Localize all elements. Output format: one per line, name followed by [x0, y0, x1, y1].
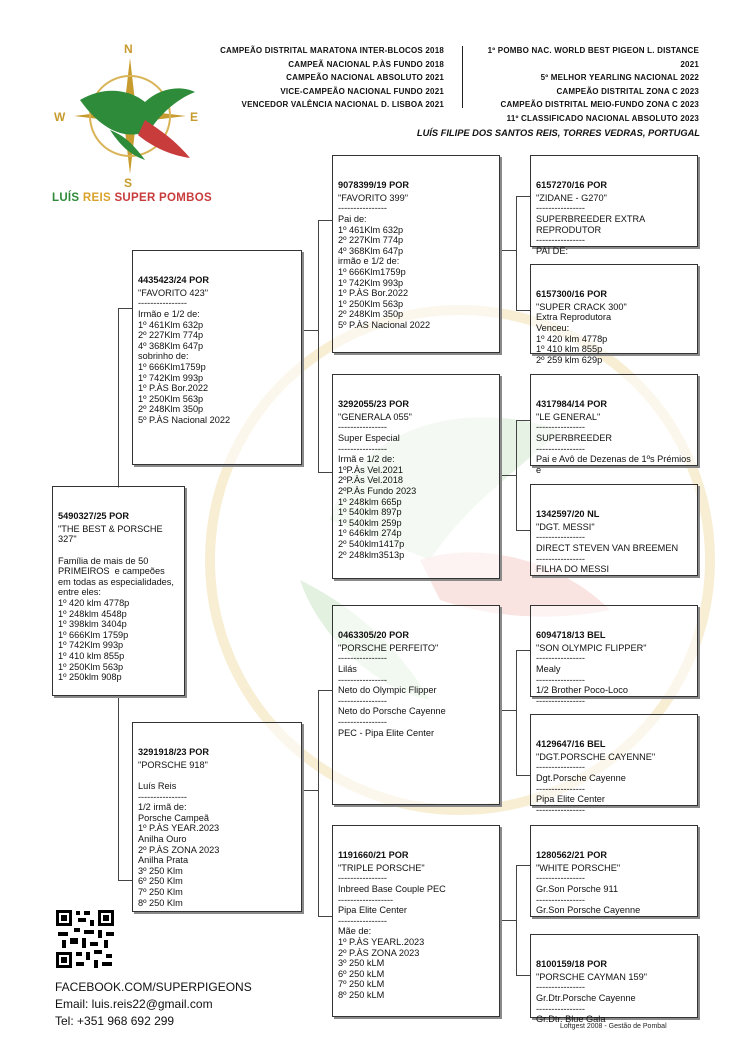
- pigeon-notes: ---------------- Super Especial ---------------- Irmã e 1/2 de: 1ºP.Às Vel.2021 2ºP.Às Vel.2018 2ºP.Às Fundo 2023 1º 248klm 665p 1º 540klm 897p 1º 540klm 259p 1º 646klm 274p 2º 540klm1417p 2º 248klm3513p: [338, 422, 417, 560]
- pedigree-box-sire-sire: [332, 155, 500, 353]
- connector: [516, 420, 530, 421]
- pigeon-name: "TRIPLE PORSCHE": [338, 862, 425, 873]
- pigeon-notes: Família de mais de 50 PRIMEIROS e campeões em todas as especialidades, entre eles: 1º 420 klm 4778p 1º 248klm 4548p 1º 398klm 3404p 1º 666Klm 1759p 1º 742Klm 993p 1º 410 klm 855p 1º 250Klm 563p 1º 250klm 908p: [58, 555, 174, 683]
- ring-number: 1191660/21 POR: [338, 850, 409, 861]
- compass-s: S: [124, 176, 133, 190]
- ring-number: 9078399/19 POR: [338, 180, 410, 191]
- brand-name: LUÍS REIS SUPER POMBOS: [52, 192, 212, 204]
- connector: [500, 250, 516, 251]
- connector: [500, 475, 516, 476]
- pedigree-box-sire: [132, 250, 302, 465]
- ring-number: 6157270/16 POR: [536, 180, 608, 191]
- connector: [516, 196, 517, 310]
- connector: [500, 710, 516, 711]
- qr-code-icon: [54, 908, 116, 970]
- pedigree-box-ssd: [530, 264, 698, 365]
- pigeon-notes: ---------------- Mealy ---------------- 1/2 Brother Poco-Loco ----------------: [536, 653, 628, 706]
- pigeon-name: "ZIDANE - G270": [536, 192, 607, 203]
- software-credit: Loftgest 2008 - Gestão de Pombal: [560, 1023, 667, 1030]
- titles-right: [470, 44, 699, 125]
- title-line: 1º POMBO NAC. WORLD BEST PIGEON L. DISTANCE 2021: [487, 46, 699, 69]
- email-link[interactable]: Email: luis.reis22@gmail.com: [55, 997, 213, 1011]
- ring-number: 8100159/18 POR: [536, 959, 608, 970]
- pigeon-notes: ---------------- DIRECT STEVEN VAN BREEMEN ---------------- FILHA DO MESSI: [536, 532, 679, 575]
- pedigree-box-dam: [132, 722, 302, 912]
- connector: [318, 690, 319, 916]
- ring-number: 6157300/16 POR: [536, 289, 608, 300]
- pedigree-box-dam-dam: [332, 825, 500, 1017]
- connector: [118, 308, 132, 309]
- pedigree-box-sdd: [530, 484, 698, 576]
- connector: [118, 880, 132, 881]
- connector: [318, 472, 332, 473]
- pigeon-name: "PORSCHE PERFEITO": [338, 642, 439, 653]
- pigeon-notes: ---------------- Gr.Son Porsche 911 ---------------- Gr.Son Porsche Cayenne: [536, 873, 641, 916]
- pigeon-name: "PORSCHE 918": [138, 759, 208, 770]
- ring-number: 3292055/23 POR: [338, 399, 410, 410]
- pigeon-name: "PORSCHE CAYMAN 159": [536, 971, 648, 982]
- pedigree-box-sss: [530, 155, 698, 256]
- ring-number: 1342597/20 NL: [536, 509, 600, 520]
- header-divider: [462, 46, 463, 108]
- connector: [302, 330, 318, 331]
- connector: [516, 650, 517, 775]
- ring-number: 0463305/20 POR: [338, 630, 410, 641]
- phone-number: Tel: +351 968 692 299: [55, 1014, 175, 1028]
- connector: [516, 196, 530, 197]
- connector: [118, 695, 119, 880]
- ring-number: 4317984/14 POR: [536, 399, 608, 410]
- connector: [318, 220, 332, 221]
- compass-w: W: [54, 110, 66, 124]
- ring-number: 6094718/13 BEL: [536, 630, 606, 641]
- ring-number: 1280562/21 POR: [536, 850, 608, 861]
- ring-number: 3291918/23 POR: [138, 747, 210, 758]
- title-line: VENCEDOR VALÊNCIA NACIONAL D. LISBOA 2021: [241, 100, 444, 109]
- pedigree-box-subject: [52, 486, 185, 696]
- pedigree-box-dds: [530, 825, 698, 917]
- pigeon-name: "FAVORITO 423": [138, 287, 209, 298]
- compass-e: E: [190, 110, 199, 124]
- ring-number: 5490327/25 POR: [58, 511, 130, 522]
- compass-n: N: [124, 42, 133, 56]
- pigeon-notes: ---------------- Inbreed Base Couple PEC ------------------ Pipa Elite Center ---------------- Mãe de: 1º P.ÀS YEARL.2023 2º P.ÀS ZONA 2023 3º 250 kLM 6º 250 kLM 7º 250 kLM 8º 250 kLM: [338, 873, 446, 1000]
- title-line: CAMPEÃO DISTRITAL MEIO-FUNDO ZONA C 2023: [500, 100, 699, 109]
- connector: [302, 790, 318, 791]
- pigeon-name: "SON OLYMPIC FLIPPER": [536, 642, 647, 653]
- connector: [318, 220, 319, 472]
- pedigree-box-sds: [530, 374, 698, 475]
- connector: [516, 975, 530, 976]
- pigeon-notes: ---------------- Pai de: 1º 461Klm 632p 2º 227Klm 774p 4º 368Klm 647p irmão e 1/2 de: 1º 666Klm1759p 1º 742Klm 993p 1º P.ÀS Bor.2022 1º 250Klm 563p 2º 248Klm 350p 5º P.ÀS Nacional 2022: [338, 203, 431, 330]
- pigeon-name: "THE BEST & PORSCHE 327": [58, 523, 166, 545]
- connector: [516, 650, 530, 651]
- connector: [318, 916, 332, 917]
- title-line: 11º CLASSIFICADO NACIONAL ABSOLUTO 2023: [506, 113, 699, 123]
- pigeon-notes: ---------------- Irmão e 1/2 de: 1º 461Klm 632p 2º 227Klm 774p 4º 368Klm 647p sobrinho de: 1º 666Klm1759p 1º 742Klm 993p 1º P.ÀS Bor.2022 1º 250Klm 563p 2º 248Klm 350p 5º P.ÀS Nacional 2022: [138, 298, 231, 425]
- pigeon-notes: ---------------- Gr.Dtr.Porsche Cayenne ---------------- Gr.Dtr. Blue Gala: [536, 982, 636, 1025]
- pigeon-notes: ---------------- Lilás ---------------- Neto do Olympic Flipper ---------------- Neto do Porsche Cayenne ---------------- PEC - Pipa Elite Center: [338, 653, 446, 738]
- title-line: CAMPEÃO NACIONAL ABSOLUTO 2021: [286, 73, 444, 82]
- title-line: CAMPEÃO DISTRITAL MARATONA INTER-BLOCOS 2018: [220, 46, 444, 55]
- connector: [516, 865, 530, 866]
- pigeon-name: "LE GENERAL": [536, 411, 601, 422]
- ring-number: 4435423/24 POR: [138, 275, 210, 286]
- pigeon-name: "GENERALA 055": [338, 411, 412, 422]
- pedigree-box-sire-dam: [332, 374, 500, 579]
- connector: [500, 920, 516, 921]
- title-line: CAMPEÃO DISTRITAL ZONA C 2023: [556, 86, 699, 96]
- pigeon-name: "DGT. MESSI": [536, 521, 595, 532]
- title-line: 5º MELHOR YEARLING NACIONAL 2022: [540, 73, 699, 82]
- pigeon-name: "DGT.PORSCHE CAYENNE": [536, 751, 656, 762]
- pigeon-notes: ---------------- SUPERBREEDER EXTRA REPRODUTOR ---------------- PAI DE:: [536, 203, 645, 256]
- pedigree-box-ddd: [530, 934, 698, 1025]
- connector: [318, 690, 332, 691]
- connector: [118, 308, 119, 488]
- connector: [516, 865, 517, 975]
- title-line: CAMPEÃ NACIONAL P.ÀS FUNDO 2018: [288, 59, 444, 69]
- pedigree-box-dss: [530, 605, 698, 706]
- connector: [516, 310, 530, 311]
- owner-line: LUÍS FILIPE DOS SANTOS REIS, TORRES VEDRAS, PORTUGAL: [416, 128, 700, 138]
- pigeon-notes: Extra Reprodutora Venceu: 1º 420 klm 4778p 1º 410 klm 855p 2º 259 klm 629p: [536, 312, 612, 365]
- ring-number: 4129647/16 BEL: [536, 739, 606, 750]
- pigeon-name: "FAVORITO 399": [338, 192, 409, 203]
- connector: [516, 530, 530, 531]
- connector: [516, 420, 517, 530]
- pedigree-box-dsd: [530, 714, 698, 815]
- pigeon-notes: ---------------- SUPERBREEDER ---------------- Pai e Avô de Dezenas de 1ºs Prémios e: [536, 422, 691, 475]
- pigeon-name: "WHITE PORSCHE": [536, 862, 621, 873]
- pigeon-name: "SUPER CRACK 300": [536, 301, 627, 312]
- titles-left: [150, 44, 444, 112]
- facebook-link[interactable]: FACEBOOK.COM/SUPERPIGEONS: [55, 980, 252, 994]
- pigeon-notes: ---------------- Dgt.Porsche Cayenne ---------------- Pipa Elite Center ----------------: [536, 762, 626, 815]
- connector: [516, 775, 530, 776]
- title-line: VICE-CAMPEÃO NACIONAL FUNDO 2021: [280, 86, 444, 96]
- pedigree-box-dam-sire: [332, 605, 500, 805]
- pigeon-notes: Luís Reis ---------------- 1/2 irmã de: Porsche Campeã 1º P.ÀS YEAR.2023 Anilha Ouro 2º P.ÀS ZONA 2023 Anilha Prata 3º 250 Klm 6º 250 Klm 7º 250 Klm 8º 250 Klm: [138, 780, 220, 908]
